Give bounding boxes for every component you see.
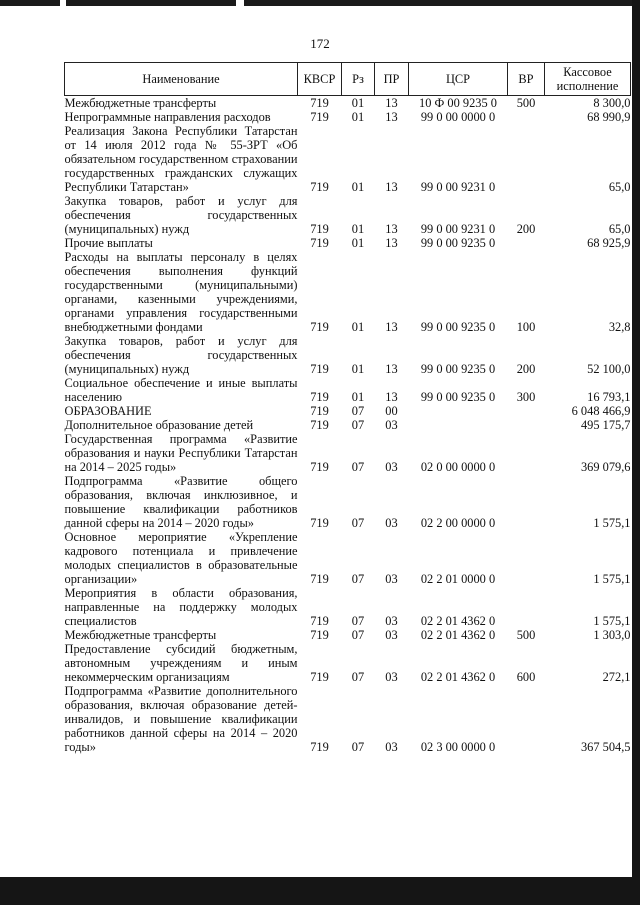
row-vr: 100 [516,320,536,334]
header-vr: ВР [508,63,545,96]
row-kvsr: 719 [310,96,329,110]
row-pr: 13 [385,390,398,404]
row-amount: 16 793,1 [587,390,631,404]
row-csr: 99 0 00 9231 0 [420,180,496,194]
row-pr: 03 [385,572,398,586]
row-amount: 1 575,1 [593,516,631,530]
row-vr: 600 [516,670,536,684]
row-kvsr: 719 [310,236,329,250]
table-row [65,684,631,754]
row-pr: 13 [385,96,398,110]
row-kvsr: 719 [310,320,329,334]
row-kvsr: 719 [310,670,329,684]
row-csr: 99 0 00 0000 0 [420,110,496,124]
row-csr: 02 3 00 0000 0 [420,740,496,754]
row-vr: 300 [516,390,536,404]
table-header-row [65,63,631,96]
row-rz: 01 [351,320,365,334]
row-rz: 07 [351,572,365,586]
row-rz: 01 [351,236,365,250]
row-pr: 03 [385,614,398,628]
row-pr: 03 [385,740,398,754]
row-name: Закупка товаров, работ и услуг для обеспечения государственных (муниципальных) нужд [64,334,298,376]
row-kvsr: 719 [310,180,329,194]
row-vr [508,432,545,474]
header-amount: Кассовое исполнение [545,63,631,96]
row-amount: 8 300,0 [593,96,631,110]
table-row [65,250,631,334]
row-rz: 07 [351,628,365,642]
row-rz: 01 [351,96,365,110]
table-row [65,194,631,236]
row-amount: 272,1 [602,670,631,684]
row-pr: 13 [385,110,398,124]
row-name: Основное мероприятие «Укрепление кадрового потенциала и привлечение молодых специалистов в образовательные организации» [64,530,298,586]
row-csr: 02 0 00 0000 0 [420,460,496,474]
row-kvsr: 719 [310,404,329,418]
row-csr: 10 Ф 00 9235 0 [419,96,497,110]
row-csr [409,418,508,432]
table-row [65,474,631,530]
row-name: Дополнительное образование детей [64,418,254,432]
table-row [65,110,631,124]
row-csr: 02 2 01 4362 0 [420,670,496,684]
row-vr: 200 [516,362,536,376]
table-row [65,96,631,111]
row-name: Подпрограмма «Развитие дополнительного образования, включая образование детей-инвалидов, и повышение квалификации работников данной сферы на 2014 – 2020 годы» [64,684,298,754]
row-kvsr: 719 [310,614,329,628]
row-amount: 495 175,7 [580,418,631,432]
row-amount: 32,8 [608,320,631,334]
table-row [65,334,631,376]
row-rz: 07 [351,740,365,754]
row-amount: 68 990,9 [587,110,631,124]
header-pr: ПР [375,63,409,96]
row-kvsr: 719 [310,572,329,586]
row-csr [409,404,508,418]
scan-top-gap [60,0,66,6]
row-name: Реализация Закона Республики Татарстан от 14 июля 2012 года № 55-ЗРТ «Об обязательном государственном страховании государственных гражданских служащих Республики Татарстан» [64,124,298,194]
row-csr: 99 0 00 9235 0 [420,362,496,376]
row-amount: 65,0 [608,222,631,236]
row-name: Подпрограмма «Развитие общего образования, включая инклюзивное, и повышение квалификации работников данной сферы на 2014 – 2020 годы» [64,474,298,530]
row-vr [508,586,545,628]
row-amount: 369 079,6 [580,460,631,474]
row-name: Государственная программа «Развитие образования и науки Республики Татарстан на 2014 – 2025 годы» [64,432,298,474]
row-kvsr: 719 [310,418,329,432]
table-row [65,418,631,432]
scan-top-gap [236,0,244,6]
row-kvsr: 719 [310,110,329,124]
table-row [65,530,631,586]
row-vr: 200 [516,222,536,236]
row-rz: 07 [351,404,365,418]
header-kvsr: КВСР [298,63,342,96]
row-amount: 1 575,1 [593,614,631,628]
row-csr: 02 2 01 4362 0 [420,628,496,642]
scan-bottom-edge [0,877,640,905]
row-csr: 02 2 01 0000 0 [420,572,496,586]
row-name: Социальное обеспечение и иные выплаты населению [64,376,298,404]
row-csr: 99 0 00 9231 0 [420,222,496,236]
row-amount: 6 048 466,9 [571,404,631,418]
row-pr: 13 [385,362,398,376]
row-csr: 99 0 00 9235 0 [420,320,496,334]
row-pr: 03 [385,418,398,432]
row-rz: 01 [351,362,365,376]
row-pr: 13 [385,222,398,236]
row-vr [508,530,545,586]
row-csr: 02 2 00 0000 0 [420,516,496,530]
row-kvsr: 719 [310,362,329,376]
row-kvsr: 719 [310,222,329,236]
row-csr: 99 0 00 9235 0 [420,390,496,404]
table-row [65,586,631,628]
row-rz: 01 [351,180,365,194]
row-csr: 02 2 01 4362 0 [420,614,496,628]
header-rz: Рз [342,63,375,96]
row-vr [508,236,545,250]
row-vr: 500 [516,96,536,110]
table-row [65,236,631,250]
row-name: Закупка товаров, работ и услуг для обеспечения государственных (муниципальных) нужд [64,194,298,236]
row-pr: 03 [385,460,398,474]
row-rz: 07 [351,418,365,432]
row-amount: 52 100,0 [587,362,631,376]
row-pr: 00 [385,404,398,418]
row-rz: 01 [351,390,365,404]
header-name: Наименование [65,63,298,96]
row-name: Мероприятия в области образования, направленные на поддержку молодых специалистов [64,586,298,628]
table-row [65,124,631,194]
row-rz: 07 [351,670,365,684]
row-amount: 65,0 [608,180,631,194]
row-name: Предоставление субсидий бюджетным, автономным учреждениям и иным некоммерческим организациям [64,642,298,684]
row-pr: 03 [385,628,398,642]
row-rz: 07 [351,516,365,530]
table-row [65,404,631,418]
row-amount: 1 303,0 [593,628,631,642]
row-csr: 99 0 00 9235 0 [420,236,496,250]
row-vr: 500 [516,628,536,642]
row-kvsr: 719 [310,628,329,642]
row-amount: 68 925,9 [587,236,631,250]
row-amount: 367 504,5 [580,740,631,754]
row-name: Межбюджетные трансферты [64,628,217,642]
header-csr: ЦСР [409,63,508,96]
row-pr: 13 [385,236,398,250]
row-name: ОБРАЗОВАНИЕ [64,404,152,418]
row-kvsr: 719 [310,460,329,474]
scan-top-edge [0,0,640,6]
row-vr [508,474,545,530]
row-pr: 13 [385,180,398,194]
scan-right-edge [632,0,640,905]
row-pr: 13 [385,320,398,334]
row-kvsr: 719 [310,390,329,404]
row-rz: 01 [351,222,365,236]
row-name: Непрограммные направления расходов [64,110,271,124]
row-vr [508,124,545,194]
row-vr [508,684,545,754]
row-vr [508,110,545,124]
row-rz: 01 [351,110,365,124]
row-vr [508,418,545,432]
row-name: Межбюджетные трансферты [64,96,217,110]
row-amount: 1 575,1 [593,572,631,586]
table-row [65,642,631,684]
budget-table [64,62,631,754]
row-name: Расходы на выплаты персоналу в целях обеспечения выполнения функций государственными (муниципальными) органами, казенными учреждениями, органами управления государственными внебюджетными фондами [64,250,298,334]
page-number: 172 [310,36,330,51]
row-pr: 03 [385,516,398,530]
table-row [65,628,631,642]
row-vr [508,404,545,418]
table-row [65,376,631,404]
row-rz: 07 [351,460,365,474]
row-name: Прочие выплаты [64,236,153,250]
row-pr: 03 [385,670,398,684]
row-kvsr: 719 [310,516,329,530]
row-rz: 07 [351,614,365,628]
table-row [65,432,631,474]
row-kvsr: 719 [310,740,329,754]
